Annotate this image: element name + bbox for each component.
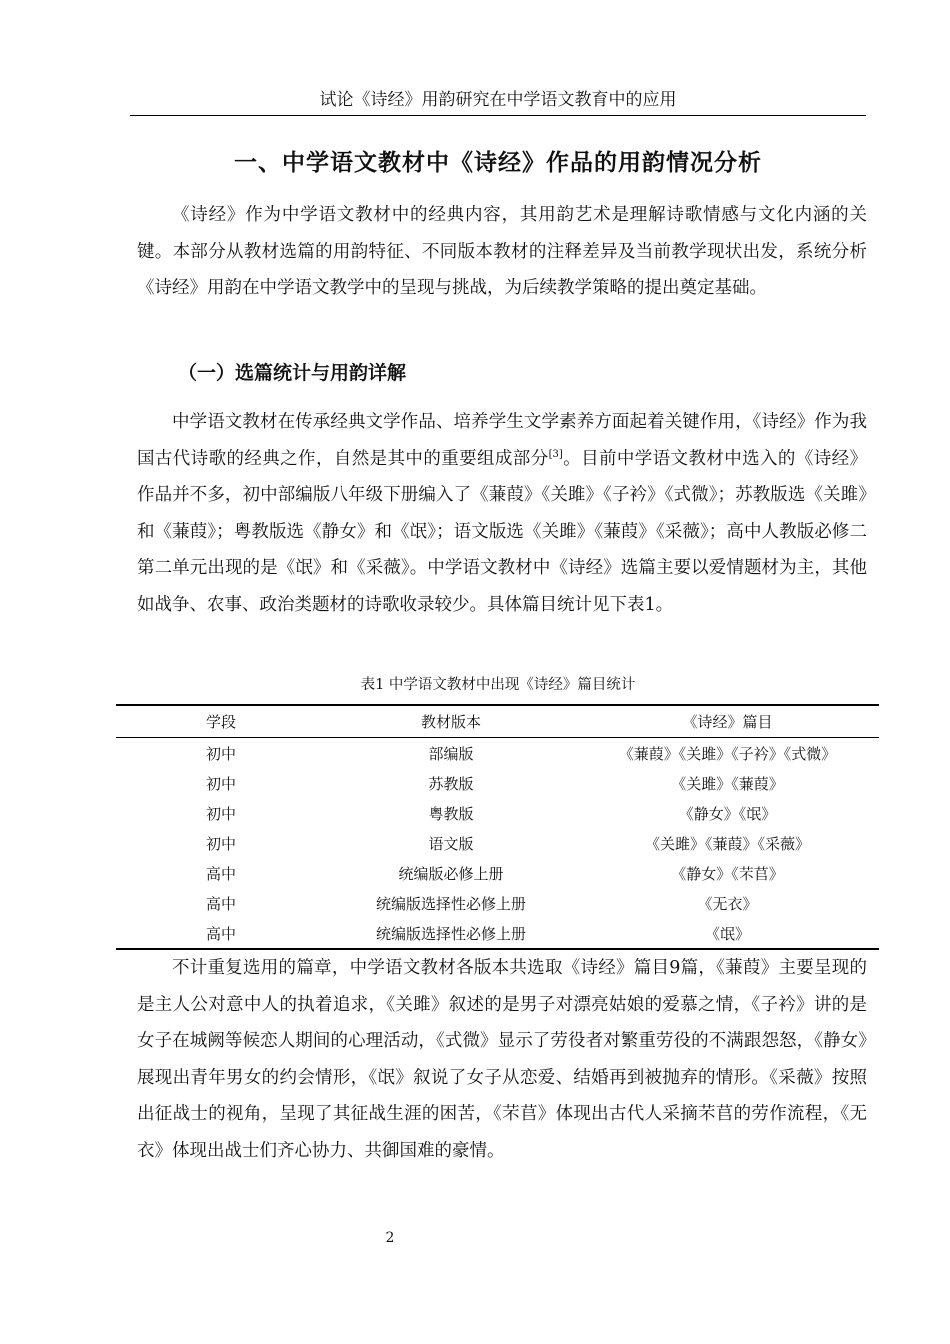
table-row [116, 828, 879, 858]
cell-poems: 《氓》 [704, 924, 750, 943]
running-header: 试论《诗经》用韵研究在中学语文教育中的应用 [319, 90, 677, 110]
section-heading: 一、中学语文教材中《诗经》作品的用韵情况分析 [234, 150, 762, 176]
cell-stage: 初中 [205, 774, 236, 793]
statistics-text-part-2: 。目前中学语文教材中选入的《诗经》作品并不多，初中部编版八年级下册编入了《蒹葭》《关雎》《子衿》《式微》；苏教版选《关雎》和《蒹葭》；粤教版选《静女》和《氓》；语文版选《关雎》《蒹葭》《采薇》；高中人教版必修二第二单元出现的是《氓》和《采薇》。中学语文教材中《诗经》选篇主要以爱情题材为主，其他如战争、农事、政治类题材的诗歌收录较少。具体篇目统计见下表1。 [137, 448, 868, 615]
cell-stage: 初中 [205, 834, 236, 853]
cell-poems: 《静女》《芣苢》 [671, 864, 784, 883]
cell-edition: 语文版 [428, 834, 474, 853]
statistics-text-part-1: 中学语文教材在传承经典文学作品、培养学生文学素养方面起着关键作用，《诗经》作为我国古代诗歌的经典之作，自然是其中的重要组成部分 [137, 412, 867, 469]
cell-poems: 《无衣》 [697, 894, 758, 913]
cell-edition: 苏教版 [428, 774, 474, 793]
column-header-poems: 《诗经》篇目 [682, 713, 773, 731]
intro-paragraph: 《诗经》作为中学语文教材中的经典内容，其用韵艺术是理解诗歌情感与文化内涵的关键。本部分从教材选篇的用韵特征、不同版本教材的注释差异及当前教学现状出发，系统分析《诗经》用韵在中学语文教学中的呈现与挑战，为后续教学策略的提出奠定基础。 [137, 205, 867, 299]
table-row [116, 888, 879, 918]
cell-stage: 初中 [205, 804, 236, 823]
cell-edition: 粤教版 [428, 804, 474, 823]
table-caption: 表1 中学语文教材中出现《诗经》篇目统计 [360, 677, 636, 693]
table-header-row [116, 705, 879, 738]
cell-edition: 部编版 [428, 744, 474, 763]
cell-stage: 高中 [205, 864, 236, 883]
cell-stage: 初中 [205, 744, 236, 763]
column-header-edition: 教材版本 [420, 713, 481, 731]
poem-statistics-table [116, 704, 879, 950]
page-number: 2 [385, 1230, 395, 1246]
cell-edition: 统编版选择性必修上册 [375, 894, 526, 913]
cell-edition: 统编版选择性必修上册 [375, 924, 526, 943]
table-row [116, 768, 879, 798]
table-row [116, 798, 879, 828]
subsection-heading: （一）选篇统计与用韵详解 [178, 362, 407, 384]
cell-poems: 《关雎》《蒹葭》《采薇》 [644, 834, 810, 853]
table-row [116, 918, 879, 949]
header-rule [130, 115, 866, 116]
cell-stage: 高中 [205, 924, 236, 943]
cell-poems: 《蒹葭》《关雎》《子衿》《式微》 [618, 744, 837, 763]
cell-stage: 高中 [205, 894, 236, 913]
statistics-paragraph [137, 404, 867, 624]
closing-paragraph: 不计重复选用的篇章，中学语文教材各版本共选取《诗经》篇目9篇，《蒹葭》主要呈现的是主人公对意中人的执着追求，《关雎》叙述的是男子对漂亮姑娘的爱慕之情，《子衿》讲的是女子在城阙等候恋人期间的心理活动，《式微》显示了劳役者对繁重劳役的不满跟怨怒，《静女》展现出青年男女的约会情形，《氓》叙说了女子从恋爱、结婚再到被抛弃的情形。《采薇》按照出征战士的视角，呈现了其征战生涯的困苦，《芣苢》体现出古代人采摘芣苢的劳作流程，《无衣》体现出战士们齐心协力、共御国难的豪情。 [137, 958, 867, 1161]
table-row [116, 858, 879, 888]
cell-poems: 《静女》《氓》 [678, 804, 777, 823]
cell-edition: 统编版必修上册 [398, 864, 504, 883]
table-row [116, 738, 879, 769]
citation-reference[interactable]: [3] [548, 448, 563, 460]
cell-poems: 《关雎》《蒹葭》 [671, 774, 784, 793]
column-header-stage: 学段 [205, 713, 236, 731]
